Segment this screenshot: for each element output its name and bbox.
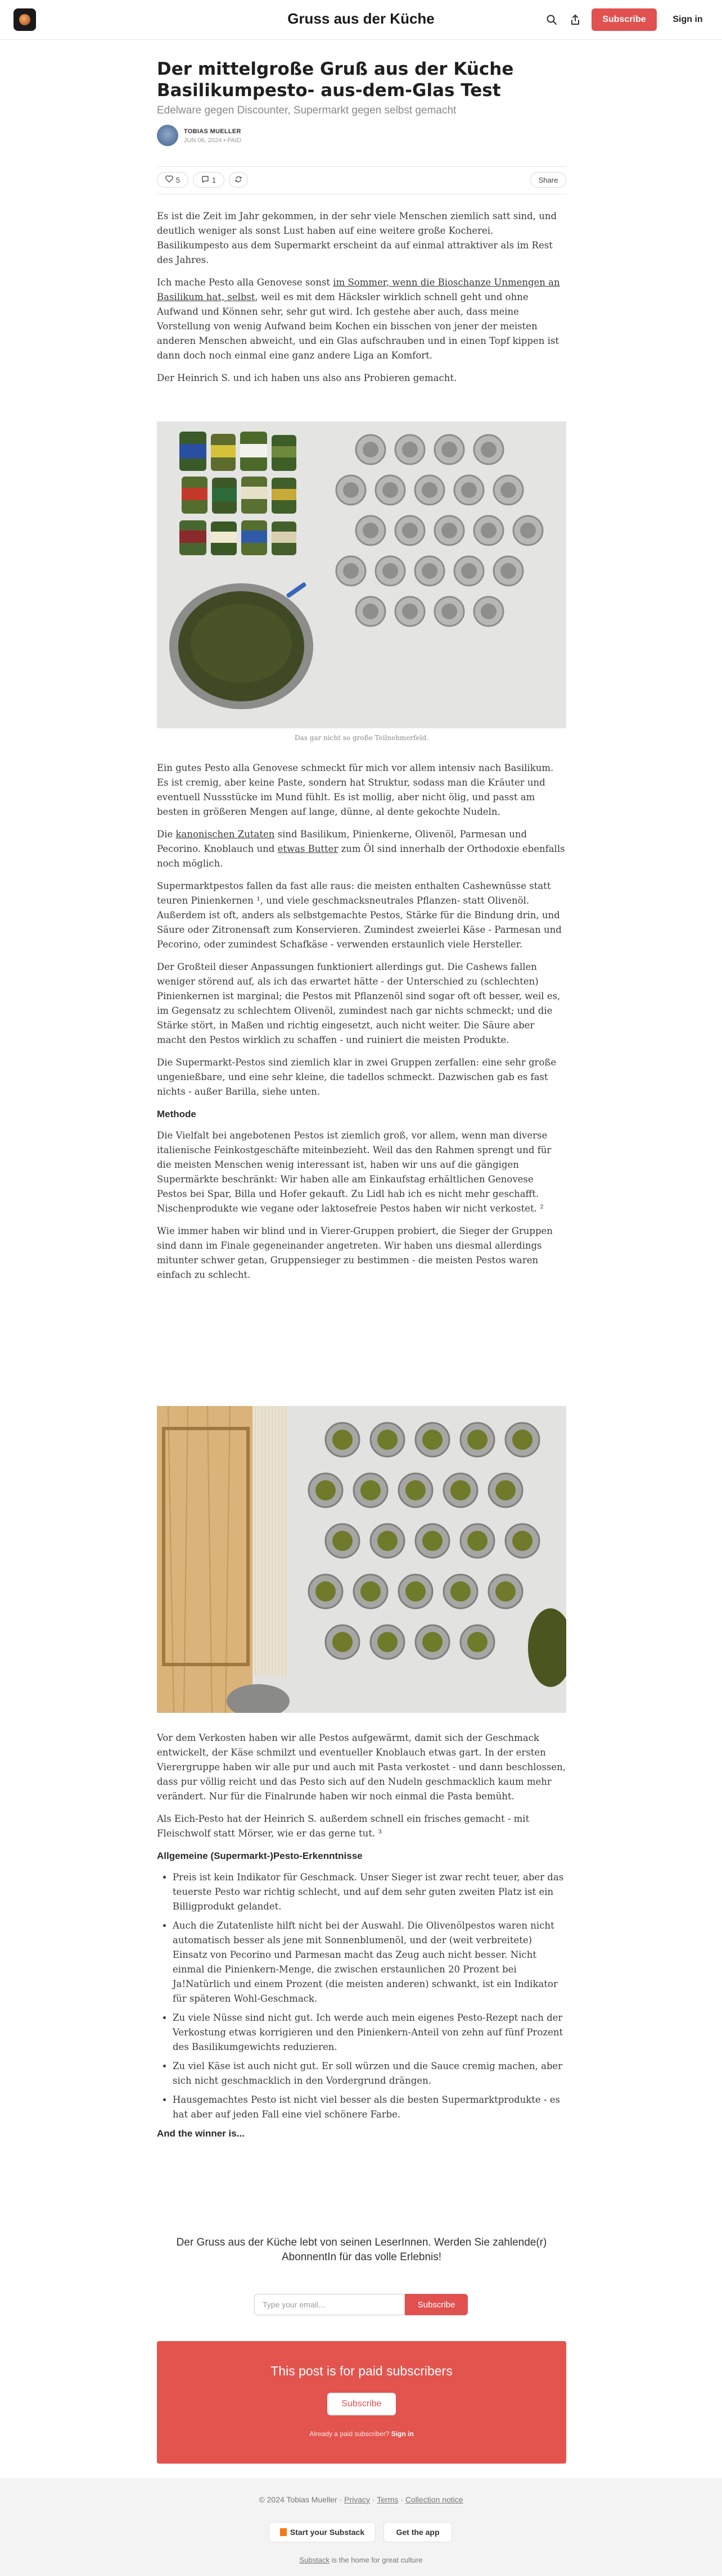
get-app-button[interactable]: Get the app [383,2522,452,2542]
heart-icon [165,175,173,184]
article-body-intro [157,209,566,386]
top-navbar [0,0,722,40]
post-header [157,58,566,117]
substack-link[interactable]: Substack [299,2556,330,2564]
author-name[interactable]: TOBIAS MUELLER [184,128,241,135]
share-icon[interactable] [568,12,583,27]
section-heading: Allgemeine (Supermarkt-)Pesto-Erkenntnisse [157,1851,363,1861]
paywall-box [157,2341,566,2464]
restack-icon [234,175,242,185]
article-body-main [157,761,566,1282]
paragraph: Wie immer haben wir blind und in Vierer-Gruppen probiert, die Sieger der Gruppen sind dann im Finale gegeneinander angetreten. Wir haben uns diesmal allerdings mitunter schwer getan, Gruppensieger zu bestimmen - die meisten Pestos waren einfach zu schlecht. [157,1226,553,1280]
start-substack-button[interactable]: Start your Substack [269,2522,376,2542]
paragraph: Vor dem Verkosten haben wir alle Pestos aufgewärmt, damit sich der Geschmack entwickelt, der Käse schmilzt und eventueller Knoblauch etwas gart. In der ersten Vierergruppe haben wir alle pur und auch mit Pasta verkostet - und dann beschlossen, dass pur völlig reicht und das Pesto sich auf den Nudeln geschmacklich kaum mehr verändert. Nur für die Finalrunde haben wir noch einmal die Pasta bemüht. [157,1733,566,1802]
paywall-subscribe-button[interactable]: Subscribe [327,2393,396,2415]
inline-link[interactable]: kanonischen Zutaten [175,829,275,840]
list-item: • Preis ist kein Indikator für Geschmack. Unser Sieger ist zwar recht teuer, aber das teuerste Pesto war richtig schlecht, und auf dem sehr guten zweiten Platz ist ein Billigprodukt gelandet. [173,1870,566,1914]
like-count: 5 [175,175,180,184]
subscribe-button[interactable]: Subscribe [592,8,657,31]
email-input[interactable]: Type your email... [254,2294,405,2315]
author-avatar[interactable] [157,125,178,146]
comment-button[interactable] [193,172,224,188]
share-button[interactable]: Share [530,172,566,188]
terms-link[interactable]: Terms [377,2495,399,2504]
paragraph: Als Eich-Pesto hat der Heinrich S. außerdem schnell ein frisches gemacht - mit Fleischwolf statt Mörser, wie er das gerne tut. ³ [157,1813,530,1839]
paragraph: Ein gutes Pesto alla Genovese schmeckt für mich vor allem intensiv nach Basilikum. Es ist cremig, aber keine Paste, sondern hat Struktur, sodass man die Kräuter und eventuell Nussstücke im Mund fühlt. Es ist mollig, aber nicht ölig, und passt am besten in größeren Mengen auf lange, dünne, al dente gekochte Nudeln. [157,763,554,817]
paragraph: Es ist die Zeit im Jahr gekommen, in der sehr viele Menschen ziemlich satt sind, und deutlich weniger als sonst Lust haben auf eine weitere große Kocherei. Basilikumpesto aus dem Supermarkt erscheint da auf einmal attraktiver als im Rest des Jahres. [157,211,557,265]
subscribe-cta-text: Der Gruss aus der Küche lebt von seinen LeserInnen. Werden Sie zahlende(r) AbonnentIn für das volle Erlebnis! [176,2237,547,2263]
section-heading: And the winner is... [157,2128,245,2139]
post-subtitle: Edelware gegen Discounter, Supermarkt gegen selbst gemacht [157,105,457,116]
comment-count: 1 [211,175,216,184]
footer-tagline: Substack is the home for great culture [299,2556,423,2564]
paragraph: Die Vielfalt bei angebotenen Pestos ist ziemlich groß, vor allem, wenn man diverse italienische Feinkostgeschäfte miteinbezieht. Weil das den Rahmen sprengt und für die meisten Menschen wenig interessant ist, haben wir uns auf die gängigen Supermärkte beschränkt: Wir haben alle am Einkaufstag erhältlichen Genovese Pestos bei Spar, Billa und Hofer gekauft. Zu Lidl hab ich es nicht mehr geschafft. Nischenprodukte wie vegane oder laktosefreie Pestos haben wir nicht verkostet. ² [157,1130,552,1214]
article-body-results [157,1731,566,2141]
search-icon[interactable] [544,12,559,27]
paragraph: Supermarktpestos fallen da fast alle raus: die meisten enthalten Cashewnüsse statt teuren Pinienkernen ¹, und viele geschmacksneutrales Pflanzen- statt Olivenöl. Außerdem ist oft, anders als selbstgemachte Pestos, Stärke für die Bindung drin, und Säure oder Zitronensaft zum Konservieren. Zumindest zweierlei Käse - Parmesan und Pecorino, oder zumindest Schafkäse - verwenden erstaunlich viele Hersteller. [157,881,562,950]
byline [157,125,566,147]
comment-icon [201,175,209,185]
cta-subscribe-button[interactable]: Subscribe [405,2294,468,2315]
paragraph: Der Heinrich S. und ich haben uns also ans Probieren gemacht. [157,373,457,383]
collection-notice-link[interactable]: Collection notice [405,2495,463,2504]
paragraph: Die kanonischen Zutaten sind Basilikum, Pinienkerne, Olivenöl, Parmesan und Pecorino. Knoblauch und etwas Butter zum Öl sind innerhalb der Orthodoxie ebenfalls noch möglich. [157,829,565,869]
post-actions-bar [157,166,566,194]
paywall-title: This post is for paid subscribers [270,2364,453,2378]
list-item: • Hausgemachtes Pesto ist nicht viel besser als die besten Supermarktprodukte - es hat aber auf jeden Fall eine viel schönere Farbe. [173,2093,566,2122]
post-date: JUN 06, 2024 • PAID [184,137,242,144]
footer-links: © 2024 Tobias Mueller · Privacy · Terms · Collection notice [259,2495,463,2504]
findings-list [157,1870,566,2122]
sign-in-link[interactable]: Sign in [673,15,703,24]
image-caption: Das gar nicht so große Teilnehmerfeld. [294,734,429,742]
restack-button[interactable] [229,172,248,188]
paywall-signin-link[interactable]: Sign in [391,2430,414,2438]
inline-link[interactable]: etwas Butter [277,843,339,854]
publication-title[interactable]: Gruss aus der Küche [287,10,435,27]
list-item: • Auch die Zutatenliste hilft nicht bei der Auswahl. Die Olivenölpestos waren nicht automatisch besser als jene mit Sonnenblumenöl, und der (weit verbreitete) Einsatz von Pecorino und Parmesan macht das Zeug auch nicht besser. Nicht einmal die Pinienkern-Menge, die zwischen erstaunlichen 20 Prozent bei Ja!Natürlich und einem Prozent (die meisten anderen) schwankt, ist ein Indikator für späteren Wohl-Geschmack. [173,1919,566,2006]
paragraph: Die Supermarkt-Pestos sind ziemlich klar in zwei Gruppen zerfallen: eine sehr große ungenießbare, und eine sehr kleine, die tadellos schmeckt. Dazwischen gab es fast nichts - außer Barilla, siehe unten. [157,1057,557,1097]
paywall-signin-line: Already a paid subscriber? Sign in [309,2430,414,2438]
paragraph: Der Großteil dieser Anpassungen funktioniert allerdings gut. Die Cashews fallen weniger störend auf, als ich das erwartet hätte - der Unterschied zu (schlechten) Pinienkernen ist marginal; die Pestos mit Pflanzenöl sind sogar oft oft besser, weil es, im Gegensatz zu schlechtem Olivenöl, zumindest nach gar nichts schmeckt; und die Stärke stört, in Maßen und richtig eingesetzt, auch nicht weiter. Die Säure aber macht den Pestos wirklich zu schaffen - und ruiniert die meisten Produkte. [157,962,561,1045]
privacy-link[interactable]: Privacy [344,2495,371,2504]
pesto-tasting-image[interactable] [157,1406,566,1713]
paragraph: Ich mache Pesto alla Genovese sonst im Sommer, wenn die Bioschanze Unmengen an Basilikum hat, selbst, weil es mit dem Häcksler wirklich schnell geht und ohne Aufwand und Können sehr, sehr gut wird. Ich gestehe aber auch, dass meine Vorstellung von wenig Aufwand beim Kochen ein bisschen von jener der meisten anderen Menschen abweicht, und ein Glas aufschrauben und in einen Topf kippen ist dann doch noch einmal eine ganz andere Liga an Komfort. [157,277,560,361]
like-button[interactable] [157,172,188,188]
section-heading: Methode [157,1109,196,1119]
footer [0,2478,722,2576]
post-title: Der mittelgroße Gruß aus der Küche Basilikumpesto- aus-dem-Glas Test [157,59,514,101]
pesto-jars-image[interactable] [157,421,566,728]
inline-link[interactable]: im Sommer, wenn die Bioschanze Unmengen an Basilikum hat, selbst [157,277,560,302]
substack-logo-icon [280,2528,287,2536]
list-item: • Zu viele Nüsse sind nicht gut. Ich werde auch mein eigenes Pesto-Rezept nach der Verkostung etwas korrigieren und den Pinienkern-Anteil von zehn auf fünf Prozent des Basilikumgewichts reduzieren. [173,2011,566,2055]
list-item: • Zu viel Käse ist auch nicht gut. Er soll würzen und die Sauce cremig machen, aber sich nicht geschmacklich in den Vordergrund drängen. [173,2059,566,2088]
